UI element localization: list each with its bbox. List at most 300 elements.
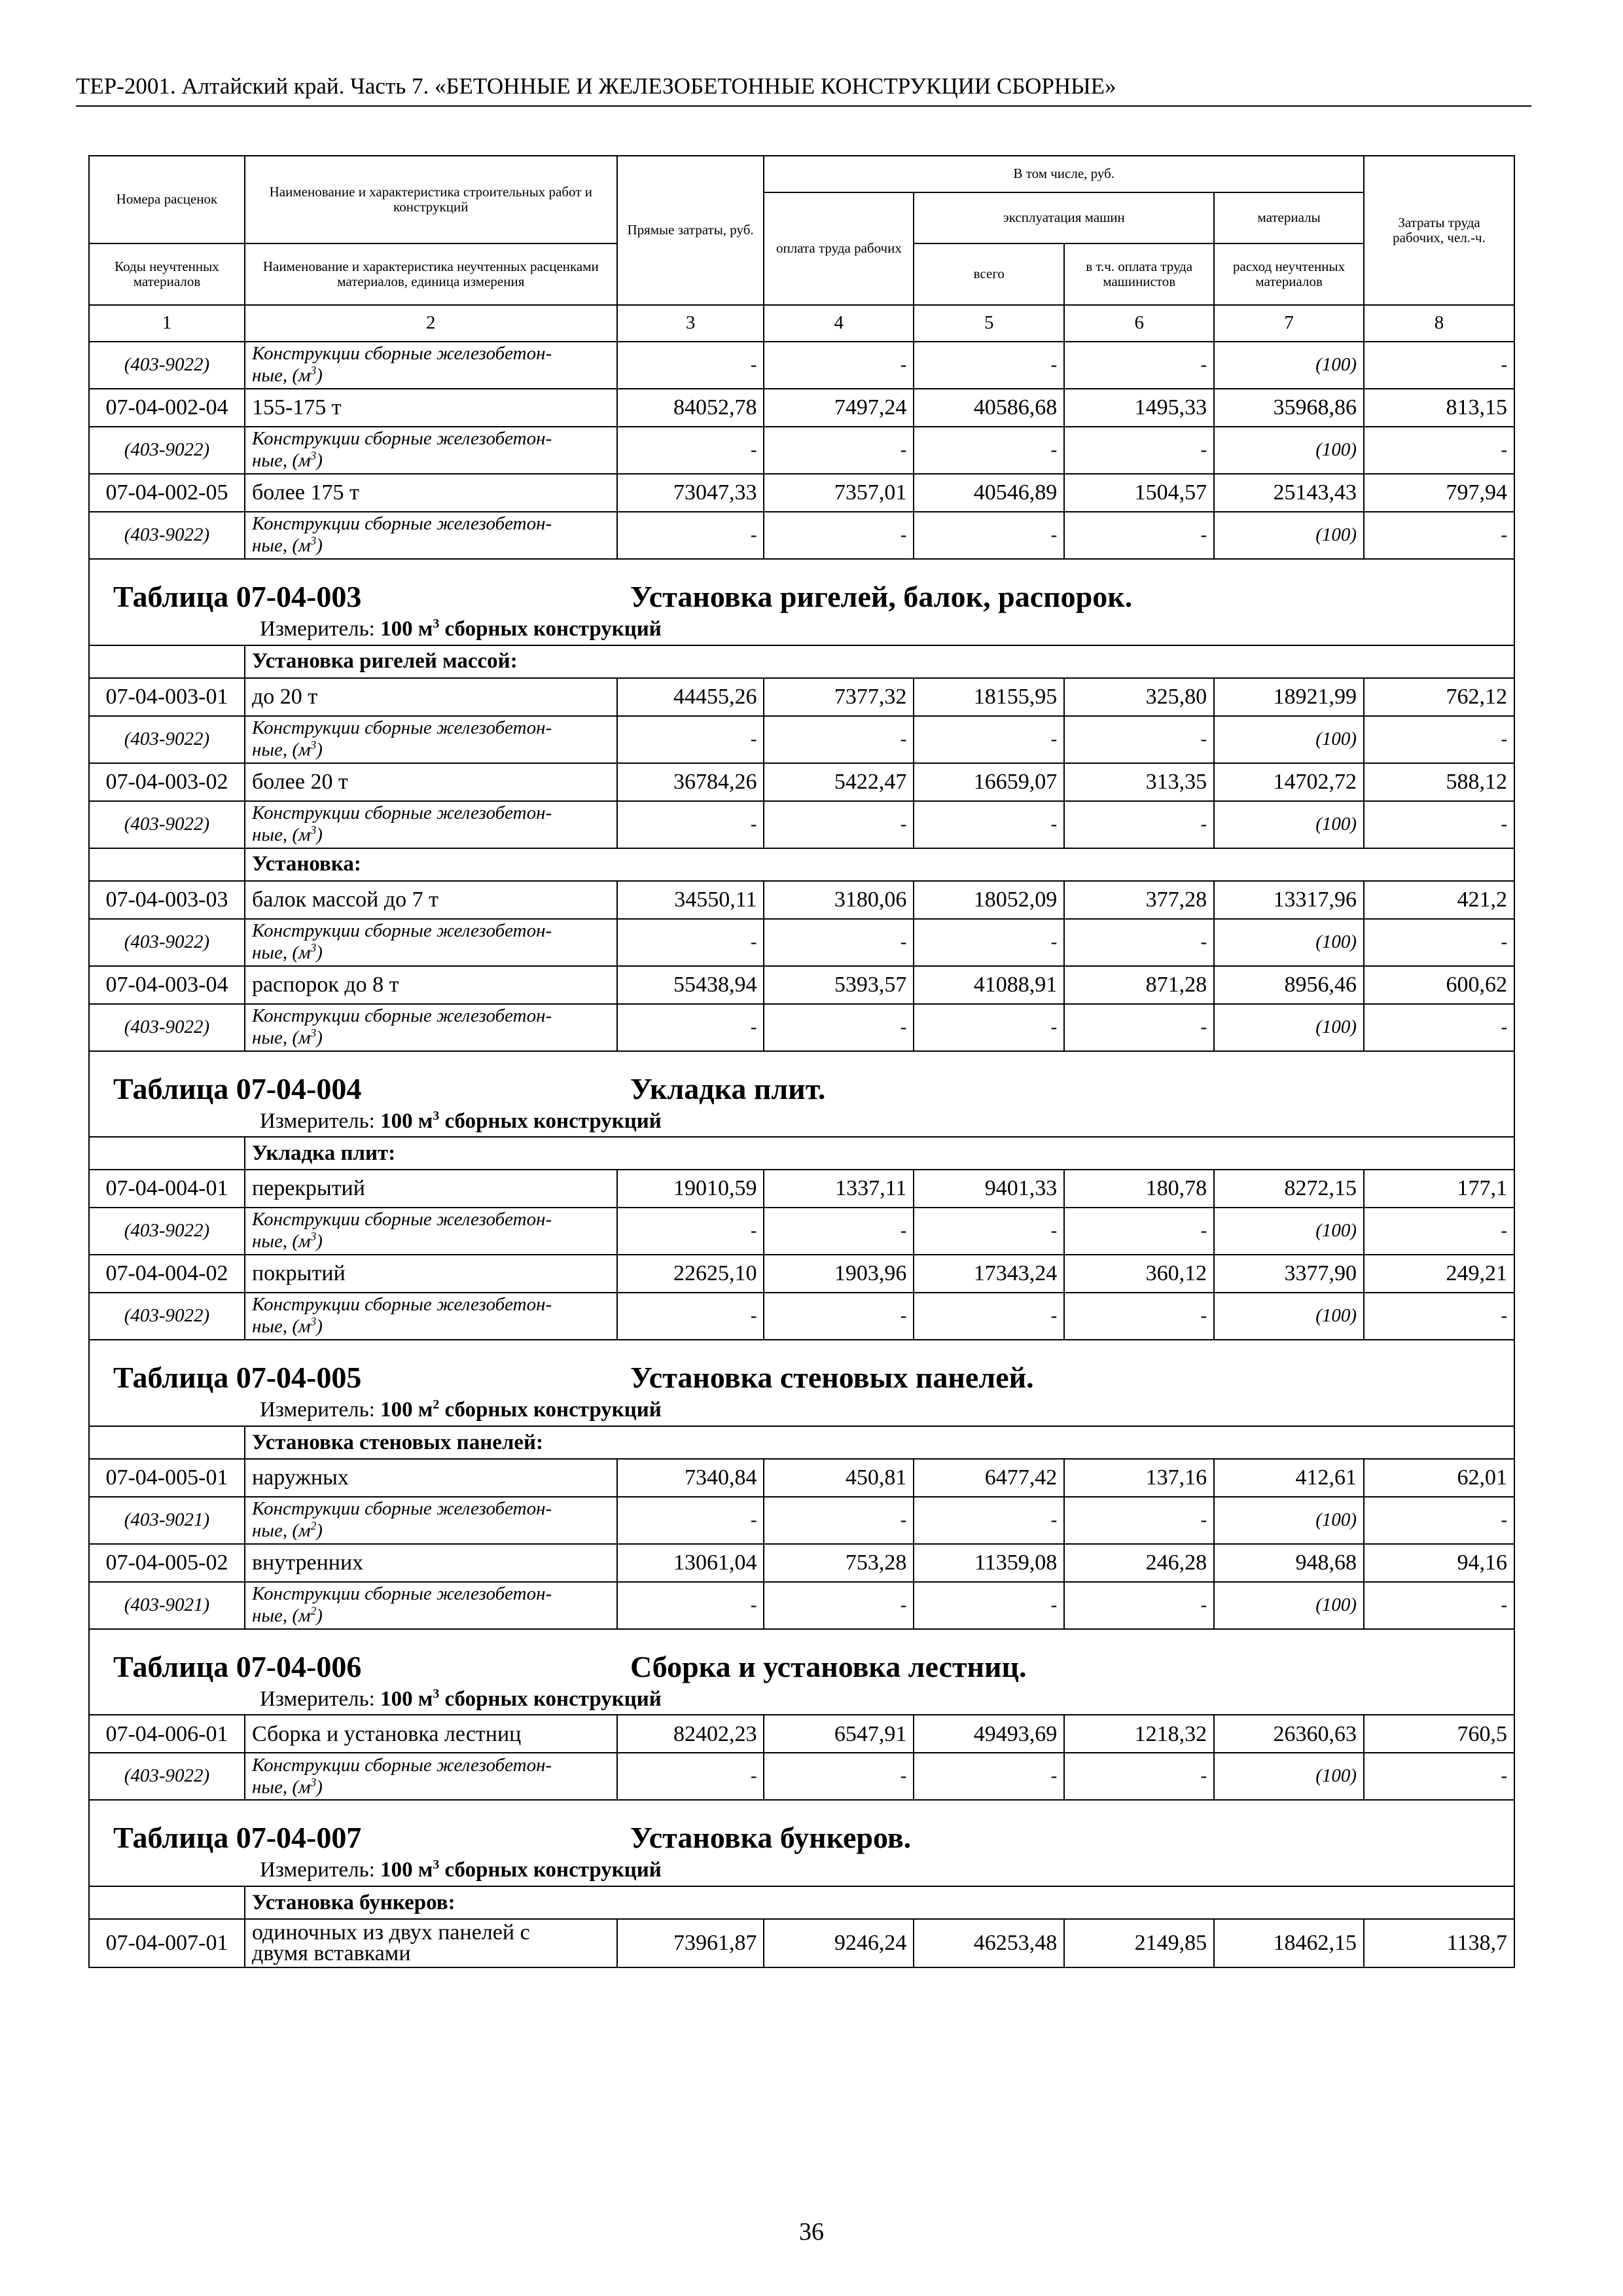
material-code: (403-9022) bbox=[89, 801, 245, 848]
group-label: Укладка плит: bbox=[245, 1137, 1514, 1170]
material-consumption: (100) bbox=[1214, 427, 1364, 474]
material-row bbox=[89, 919, 1514, 966]
labor-hours: 813,15 bbox=[1364, 389, 1514, 427]
labor-pay: 5393,57 bbox=[764, 966, 914, 1004]
header-row-1 bbox=[89, 156, 1514, 192]
unit-close: ) bbox=[316, 450, 323, 471]
labor-pay: 7357,01 bbox=[764, 474, 914, 512]
material-name bbox=[245, 1004, 617, 1051]
unit-exponent: 3 bbox=[310, 534, 317, 548]
empty-value: - bbox=[1064, 342, 1214, 389]
table-title-text: Установка ригелей, балок, распорок. bbox=[630, 580, 1133, 613]
machines-total: 9401,33 bbox=[914, 1170, 1064, 1208]
empty-value: - bbox=[914, 1004, 1064, 1051]
measure-label: Измеритель: bbox=[260, 1109, 375, 1133]
materials-cost: 3377,90 bbox=[1214, 1255, 1364, 1293]
material-name-line1: Конструкции сборные железобетон- bbox=[251, 343, 552, 365]
empty-value: - bbox=[764, 1582, 914, 1629]
material-unit-text: ные, (м bbox=[251, 1316, 311, 1338]
empty-value: - bbox=[764, 1753, 914, 1800]
col-direct: Прямые затраты, руб. bbox=[617, 156, 764, 305]
material-name-line1: Конструкции сборные железобетон- bbox=[251, 802, 552, 823]
unit-exponent: 2 bbox=[433, 1397, 440, 1412]
measure bbox=[89, 1855, 1514, 1886]
material-code: (403-9021) bbox=[89, 1497, 245, 1544]
material-consumption: (100) bbox=[1214, 1497, 1364, 1544]
empty-value: - bbox=[764, 1497, 914, 1544]
operators-pay: 1495,33 bbox=[1064, 389, 1214, 427]
group-spacer bbox=[89, 1137, 245, 1170]
empty-value: - bbox=[1364, 1004, 1514, 1051]
material-row bbox=[89, 1293, 1514, 1340]
labor-pay: 5422,47 bbox=[764, 763, 914, 801]
rate-row bbox=[89, 1715, 1514, 1753]
materials-cost: 8956,46 bbox=[1214, 966, 1364, 1004]
empty-value: - bbox=[1064, 427, 1214, 474]
direct-costs: 73047,33 bbox=[617, 474, 764, 512]
material-code: (403-9022) bbox=[89, 1293, 245, 1340]
empty-value: - bbox=[617, 427, 764, 474]
material-consumption: (100) bbox=[1214, 1293, 1364, 1340]
material-name bbox=[245, 342, 617, 389]
machines-total: 18052,09 bbox=[914, 881, 1064, 919]
rate-name-line2: двумя вставками bbox=[251, 1941, 411, 1965]
material-name bbox=[245, 1497, 617, 1544]
measure-label: Измеритель: bbox=[260, 617, 375, 641]
col-machines-operators: в т.ч. оплата труда машинистов bbox=[1064, 243, 1214, 305]
empty-value: - bbox=[1364, 1753, 1514, 1800]
group-spacer bbox=[89, 1886, 245, 1919]
direct-costs: 82402,23 bbox=[617, 1715, 764, 1753]
measure bbox=[89, 614, 1514, 645]
empty-value: - bbox=[617, 342, 764, 389]
material-unit-text: ные, (м bbox=[251, 1776, 311, 1798]
material-code: (403-9022) bbox=[89, 1208, 245, 1255]
material-name bbox=[245, 1582, 617, 1629]
machines-total: 40586,68 bbox=[914, 389, 1064, 427]
empty-value: - bbox=[1364, 801, 1514, 848]
material-code: (403-9022) bbox=[89, 342, 245, 389]
rate-row bbox=[89, 881, 1514, 919]
rate-code: 07-04-002-05 bbox=[89, 474, 245, 512]
empty-value: - bbox=[1364, 1208, 1514, 1255]
empty-value: - bbox=[1064, 1753, 1214, 1800]
materials-cost: 13317,96 bbox=[1214, 881, 1364, 919]
material-unit-text: ные, (м bbox=[251, 824, 311, 846]
rate-code: 07-04-005-01 bbox=[89, 1459, 245, 1497]
unit-exponent: 3 bbox=[310, 823, 317, 836]
operators-pay: 360,12 bbox=[1064, 1255, 1214, 1293]
material-consumption: (100) bbox=[1214, 716, 1364, 763]
rate-name: внутренних bbox=[245, 1544, 617, 1582]
rate-name: балок массой до 7 т bbox=[245, 881, 617, 919]
empty-value: - bbox=[914, 512, 1064, 559]
measure-unit-suffix: сборных конструкций bbox=[439, 1398, 662, 1422]
rate-row bbox=[89, 389, 1514, 427]
materials-cost: 14702,72 bbox=[1214, 763, 1364, 801]
empty-value: - bbox=[1364, 1497, 1514, 1544]
empty-value: - bbox=[914, 1293, 1064, 1340]
material-unit-text: ные, (м bbox=[251, 1605, 311, 1626]
group-spacer bbox=[89, 848, 245, 881]
unit-exponent: 3 bbox=[310, 449, 317, 463]
materials-cost: 18462,15 bbox=[1214, 1919, 1364, 1967]
material-name bbox=[245, 512, 617, 559]
machines-total: 6477,42 bbox=[914, 1459, 1064, 1497]
machines-total: 18155,95 bbox=[914, 678, 1064, 716]
labor-pay: 1337,11 bbox=[764, 1170, 914, 1208]
unit-exponent: 3 bbox=[310, 1026, 317, 1039]
labor-hours: 797,94 bbox=[1364, 474, 1514, 512]
rate-name: Сборка и установка лестниц bbox=[245, 1715, 617, 1753]
empty-value: - bbox=[1064, 716, 1214, 763]
table-title-row bbox=[89, 1800, 1514, 1855]
rate-name: до 20 т bbox=[245, 678, 617, 716]
measure-unit-suffix: сборных конструкций bbox=[439, 1109, 662, 1133]
col-materials-unaccounted: расход неучтенных материалов bbox=[1214, 243, 1364, 305]
measure-label: Измеритель: bbox=[260, 1858, 375, 1882]
operators-pay: 2149,85 bbox=[1064, 1919, 1214, 1967]
rate-name: перекрытий bbox=[245, 1170, 617, 1208]
unit-close: ) bbox=[316, 365, 323, 386]
table-title-text: Установка стеновых панелей. bbox=[630, 1361, 1034, 1395]
measure-label: Измеритель: bbox=[260, 1687, 375, 1711]
empty-value: - bbox=[914, 1208, 1064, 1255]
unit-exponent: 3 bbox=[310, 1230, 317, 1244]
group-row bbox=[89, 1886, 1514, 1919]
material-name-line1: Конструкции сборные железобетон- bbox=[251, 513, 552, 535]
labor-hours: 760,5 bbox=[1364, 1715, 1514, 1753]
measure bbox=[89, 1105, 1514, 1137]
empty-value: - bbox=[1364, 919, 1514, 966]
empty-value: - bbox=[764, 1208, 914, 1255]
col-number: 3 bbox=[617, 305, 764, 342]
material-consumption: (100) bbox=[1214, 512, 1364, 559]
labor-hours: 588,12 bbox=[1364, 763, 1514, 801]
empty-value: - bbox=[764, 512, 914, 559]
direct-costs: 19010,59 bbox=[617, 1170, 764, 1208]
measure-row bbox=[89, 1105, 1514, 1137]
col-number: 2 bbox=[245, 305, 617, 342]
running-head: ТЕР-2001. Алтайский край. Часть 7. «БЕТОННЫЕ И ЖЕЛЕЗОБЕТОННЫЕ КОНСТРУКЦИИ СБОРНЫЕ» bbox=[76, 73, 1116, 99]
col-materials: материалы bbox=[1214, 192, 1364, 243]
table-title-row bbox=[89, 559, 1514, 614]
material-name-line1: Конструкции сборные железобетон- bbox=[251, 1498, 552, 1520]
empty-value: - bbox=[1064, 512, 1214, 559]
labor-hours: 600,62 bbox=[1364, 966, 1514, 1004]
rate-code: 07-04-002-04 bbox=[89, 389, 245, 427]
empty-value: - bbox=[914, 1582, 1064, 1629]
empty-value: - bbox=[1364, 1293, 1514, 1340]
measure-unit-suffix: сборных конструкций bbox=[439, 1858, 662, 1882]
material-code: (403-9022) bbox=[89, 919, 245, 966]
rate-code: 07-04-005-02 bbox=[89, 1544, 245, 1582]
table-title-row bbox=[89, 1629, 1514, 1684]
material-unit-text: ные, (м bbox=[251, 1520, 311, 1541]
empty-value: - bbox=[914, 342, 1064, 389]
unit-exponent: 3 bbox=[433, 1857, 440, 1873]
empty-value: - bbox=[1364, 427, 1514, 474]
material-unit-text: ные, (м bbox=[251, 1027, 311, 1049]
unit-exponent: 3 bbox=[310, 1315, 317, 1329]
operators-pay: 313,35 bbox=[1064, 763, 1214, 801]
material-name-line1: Конструкции сборные железобетон- bbox=[251, 920, 552, 941]
empty-value: - bbox=[617, 1497, 764, 1544]
rate-code: 07-04-004-02 bbox=[89, 1255, 245, 1293]
rate-row bbox=[89, 1459, 1514, 1497]
unit-exponent: 3 bbox=[310, 364, 317, 378]
empty-value: - bbox=[1064, 919, 1214, 966]
unit-close: ) bbox=[316, 739, 323, 761]
material-consumption: (100) bbox=[1214, 1582, 1364, 1629]
machines-total: 11359,08 bbox=[914, 1544, 1064, 1582]
table-number: Таблица 07-04-003 bbox=[113, 580, 362, 613]
empty-value: - bbox=[1064, 1497, 1214, 1544]
labor-pay: 7377,32 bbox=[764, 678, 914, 716]
rate-row bbox=[89, 1544, 1514, 1582]
material-name-line1: Конструкции сборные железобетон- bbox=[251, 1294, 552, 1316]
material-consumption: (100) bbox=[1214, 1753, 1364, 1800]
col-machines: эксплуатация машин bbox=[914, 192, 1214, 243]
rate-row bbox=[89, 1919, 1514, 1967]
material-code: (403-9022) bbox=[89, 1004, 245, 1051]
col-labor-pay: оплата труда рабочих bbox=[764, 192, 914, 305]
group-row bbox=[89, 1426, 1514, 1459]
unit-close: ) bbox=[316, 1520, 323, 1541]
empty-value: - bbox=[1364, 716, 1514, 763]
empty-value: - bbox=[1364, 342, 1514, 389]
rate-row bbox=[89, 1170, 1514, 1208]
rate-row bbox=[89, 1255, 1514, 1293]
table-title-row bbox=[89, 1340, 1514, 1395]
measure-row bbox=[89, 1855, 1514, 1886]
material-unit-text: ные, (м bbox=[251, 450, 311, 471]
col-number: 5 bbox=[914, 305, 1064, 342]
col-number: 7 bbox=[1214, 305, 1364, 342]
group-row bbox=[89, 848, 1514, 881]
table-title bbox=[89, 1051, 1514, 1106]
machines-total: 16659,07 bbox=[914, 763, 1064, 801]
direct-costs: 55438,94 bbox=[617, 966, 764, 1004]
empty-value: - bbox=[617, 1582, 764, 1629]
table-title-text: Сборка и установка лестниц. bbox=[630, 1649, 1027, 1683]
material-name-line1: Конструкции сборные железобетон- bbox=[251, 428, 552, 450]
col-number: 4 bbox=[764, 305, 914, 342]
unit-exponent: 3 bbox=[433, 616, 440, 631]
rate-code: 07-04-003-04 bbox=[89, 966, 245, 1004]
rate-row bbox=[89, 474, 1514, 512]
material-consumption: (100) bbox=[1214, 801, 1364, 848]
rate-name-line1: одиночных из двух панелей с bbox=[251, 1920, 530, 1945]
empty-value: - bbox=[914, 427, 1064, 474]
machines-total: 49493,69 bbox=[914, 1715, 1064, 1753]
material-code: (403-9022) bbox=[89, 512, 245, 559]
material-consumption: (100) bbox=[1214, 1004, 1364, 1051]
labor-pay: 3180,06 bbox=[764, 881, 914, 919]
measure-unit-suffix: сборных конструкций bbox=[439, 1687, 662, 1711]
unit-close: ) bbox=[316, 942, 323, 963]
page-number: 36 bbox=[799, 2218, 824, 2246]
material-row bbox=[89, 427, 1514, 474]
measure bbox=[89, 1683, 1514, 1715]
measure-unit: 100 м bbox=[380, 1687, 433, 1711]
material-consumption: (100) bbox=[1214, 919, 1364, 966]
col-name-bottom: Наименование и характеристика неучтенных расценками материалов, единица измерения bbox=[245, 243, 617, 305]
rates-table bbox=[88, 155, 1515, 1968]
rate-name: распорок до 8 т bbox=[245, 966, 617, 1004]
table-title bbox=[89, 1800, 1514, 1855]
labor-hours: 421,2 bbox=[1364, 881, 1514, 919]
empty-value: - bbox=[1064, 1293, 1214, 1340]
unit-exponent: 3 bbox=[310, 738, 317, 751]
rate-code: 07-04-003-01 bbox=[89, 678, 245, 716]
empty-value: - bbox=[914, 1753, 1064, 1800]
operators-pay: 325,80 bbox=[1064, 678, 1214, 716]
unit-exponent: 3 bbox=[310, 941, 317, 954]
empty-value: - bbox=[617, 1208, 764, 1255]
material-name-line1: Конструкции сборные железобетон- bbox=[251, 717, 552, 738]
material-name bbox=[245, 919, 617, 966]
unit-close: ) bbox=[316, 1316, 323, 1338]
rate-name: более 175 т bbox=[245, 474, 617, 512]
materials-cost: 412,61 bbox=[1214, 1459, 1364, 1497]
empty-value: - bbox=[914, 801, 1064, 848]
labor-pay: 753,28 bbox=[764, 1544, 914, 1582]
direct-costs: 73961,87 bbox=[617, 1919, 764, 1967]
col-number: 1 bbox=[89, 305, 245, 342]
rate-row bbox=[89, 763, 1514, 801]
direct-costs: 7340,84 bbox=[617, 1459, 764, 1497]
measure-label: Измеритель: bbox=[260, 1398, 375, 1422]
material-name-line1: Конструкции сборные железобетон- bbox=[251, 1583, 552, 1605]
operators-pay: 246,28 bbox=[1064, 1544, 1214, 1582]
rate-row bbox=[89, 678, 1514, 716]
labor-hours: 1138,7 bbox=[1364, 1919, 1514, 1967]
materials-cost: 26360,63 bbox=[1214, 1715, 1364, 1753]
table-title-text: Установка бункеров. bbox=[630, 1821, 912, 1855]
materials-cost: 25143,43 bbox=[1214, 474, 1364, 512]
measure-row bbox=[89, 1395, 1514, 1426]
empty-value: - bbox=[1064, 801, 1214, 848]
rate-code: 07-04-003-02 bbox=[89, 763, 245, 801]
machines-total: 41088,91 bbox=[914, 966, 1064, 1004]
empty-value: - bbox=[914, 1497, 1064, 1544]
empty-value: - bbox=[764, 1293, 914, 1340]
table-title bbox=[89, 1629, 1514, 1684]
empty-value: - bbox=[764, 801, 914, 848]
material-row bbox=[89, 1208, 1514, 1255]
labor-pay: 9246,24 bbox=[764, 1919, 914, 1967]
material-row bbox=[89, 1582, 1514, 1629]
col-code-top: Номера расценок bbox=[89, 156, 245, 243]
unit-exponent: 3 bbox=[433, 1108, 440, 1123]
empty-value: - bbox=[617, 801, 764, 848]
empty-value: - bbox=[914, 716, 1064, 763]
rate-name: покрытий bbox=[245, 1255, 617, 1293]
materials-cost: 948,68 bbox=[1214, 1544, 1364, 1582]
materials-cost: 35968,86 bbox=[1214, 389, 1364, 427]
empty-value: - bbox=[1364, 1582, 1514, 1629]
rate-name bbox=[245, 1919, 617, 1967]
empty-value: - bbox=[617, 1004, 764, 1051]
material-code: (403-9022) bbox=[89, 716, 245, 763]
materials-cost: 8272,15 bbox=[1214, 1170, 1364, 1208]
table-title-text: Укладка плит. bbox=[630, 1071, 826, 1105]
group-spacer bbox=[89, 645, 245, 678]
material-consumption: (100) bbox=[1214, 1208, 1364, 1255]
material-unit-text: ные, (м bbox=[251, 1231, 311, 1253]
machines-total: 17343,24 bbox=[914, 1255, 1064, 1293]
material-name bbox=[245, 1753, 617, 1800]
unit-close: ) bbox=[316, 1776, 323, 1798]
material-unit-text: ные, (м bbox=[251, 942, 311, 963]
operators-pay: 871,28 bbox=[1064, 966, 1214, 1004]
material-name bbox=[245, 1208, 617, 1255]
material-name-line1: Конструкции сборные железобетон- bbox=[251, 1754, 552, 1776]
labor-pay: 450,81 bbox=[764, 1459, 914, 1497]
empty-value: - bbox=[1364, 512, 1514, 559]
unit-exponent: 2 bbox=[310, 1604, 317, 1617]
rate-code: 07-04-006-01 bbox=[89, 1715, 245, 1753]
group-label: Установка стеновых панелей: bbox=[245, 1426, 1514, 1459]
material-row bbox=[89, 716, 1514, 763]
unit-exponent: 3 bbox=[433, 1686, 440, 1701]
empty-value: - bbox=[764, 427, 914, 474]
group-row bbox=[89, 1137, 1514, 1170]
materials-cost: 18921,99 bbox=[1214, 678, 1364, 716]
material-name bbox=[245, 427, 617, 474]
material-name-line1: Конструкции сборные железобетон- bbox=[251, 1005, 552, 1026]
direct-costs: 13061,04 bbox=[617, 1544, 764, 1582]
measure bbox=[89, 1395, 1514, 1426]
measure-unit: 100 м bbox=[380, 1398, 433, 1422]
empty-value: - bbox=[914, 919, 1064, 966]
labor-pay: 1903,96 bbox=[764, 1255, 914, 1293]
rate-code: 07-04-004-01 bbox=[89, 1170, 245, 1208]
labor-pay: 7497,24 bbox=[764, 389, 914, 427]
column-number-row bbox=[89, 305, 1514, 342]
empty-value: - bbox=[1064, 1004, 1214, 1051]
labor-pay: 6547,91 bbox=[764, 1715, 914, 1753]
operators-pay: 1504,57 bbox=[1064, 474, 1214, 512]
empty-value: - bbox=[764, 716, 914, 763]
direct-costs: 84052,78 bbox=[617, 389, 764, 427]
rate-code: 07-04-003-03 bbox=[89, 881, 245, 919]
material-unit-text: ные, (м bbox=[251, 739, 311, 761]
empty-value: - bbox=[617, 1293, 764, 1340]
empty-value: - bbox=[764, 342, 914, 389]
rate-name: более 20 т bbox=[245, 763, 617, 801]
machines-total: 40546,89 bbox=[914, 474, 1064, 512]
measure-unit: 100 м bbox=[380, 617, 433, 641]
material-code: (403-9022) bbox=[89, 427, 245, 474]
col-number: 6 bbox=[1064, 305, 1214, 342]
material-consumption: (100) bbox=[1214, 342, 1364, 389]
material-row bbox=[89, 1004, 1514, 1051]
table-number: Таблица 07-04-006 bbox=[113, 1649, 362, 1683]
direct-costs: 34550,11 bbox=[617, 881, 764, 919]
col-number: 8 bbox=[1364, 305, 1514, 342]
table-number: Таблица 07-04-007 bbox=[113, 1821, 362, 1855]
material-code: (403-9022) bbox=[89, 1753, 245, 1800]
labor-hours: 62,01 bbox=[1364, 1459, 1514, 1497]
operators-pay: 1218,32 bbox=[1064, 1715, 1214, 1753]
material-name bbox=[245, 716, 617, 763]
material-unit-text: ные, (м bbox=[251, 365, 311, 386]
table-number: Таблица 07-04-005 bbox=[113, 1361, 362, 1395]
measure-unit: 100 м bbox=[380, 1858, 433, 1882]
unit-exponent: 3 bbox=[310, 1775, 317, 1789]
